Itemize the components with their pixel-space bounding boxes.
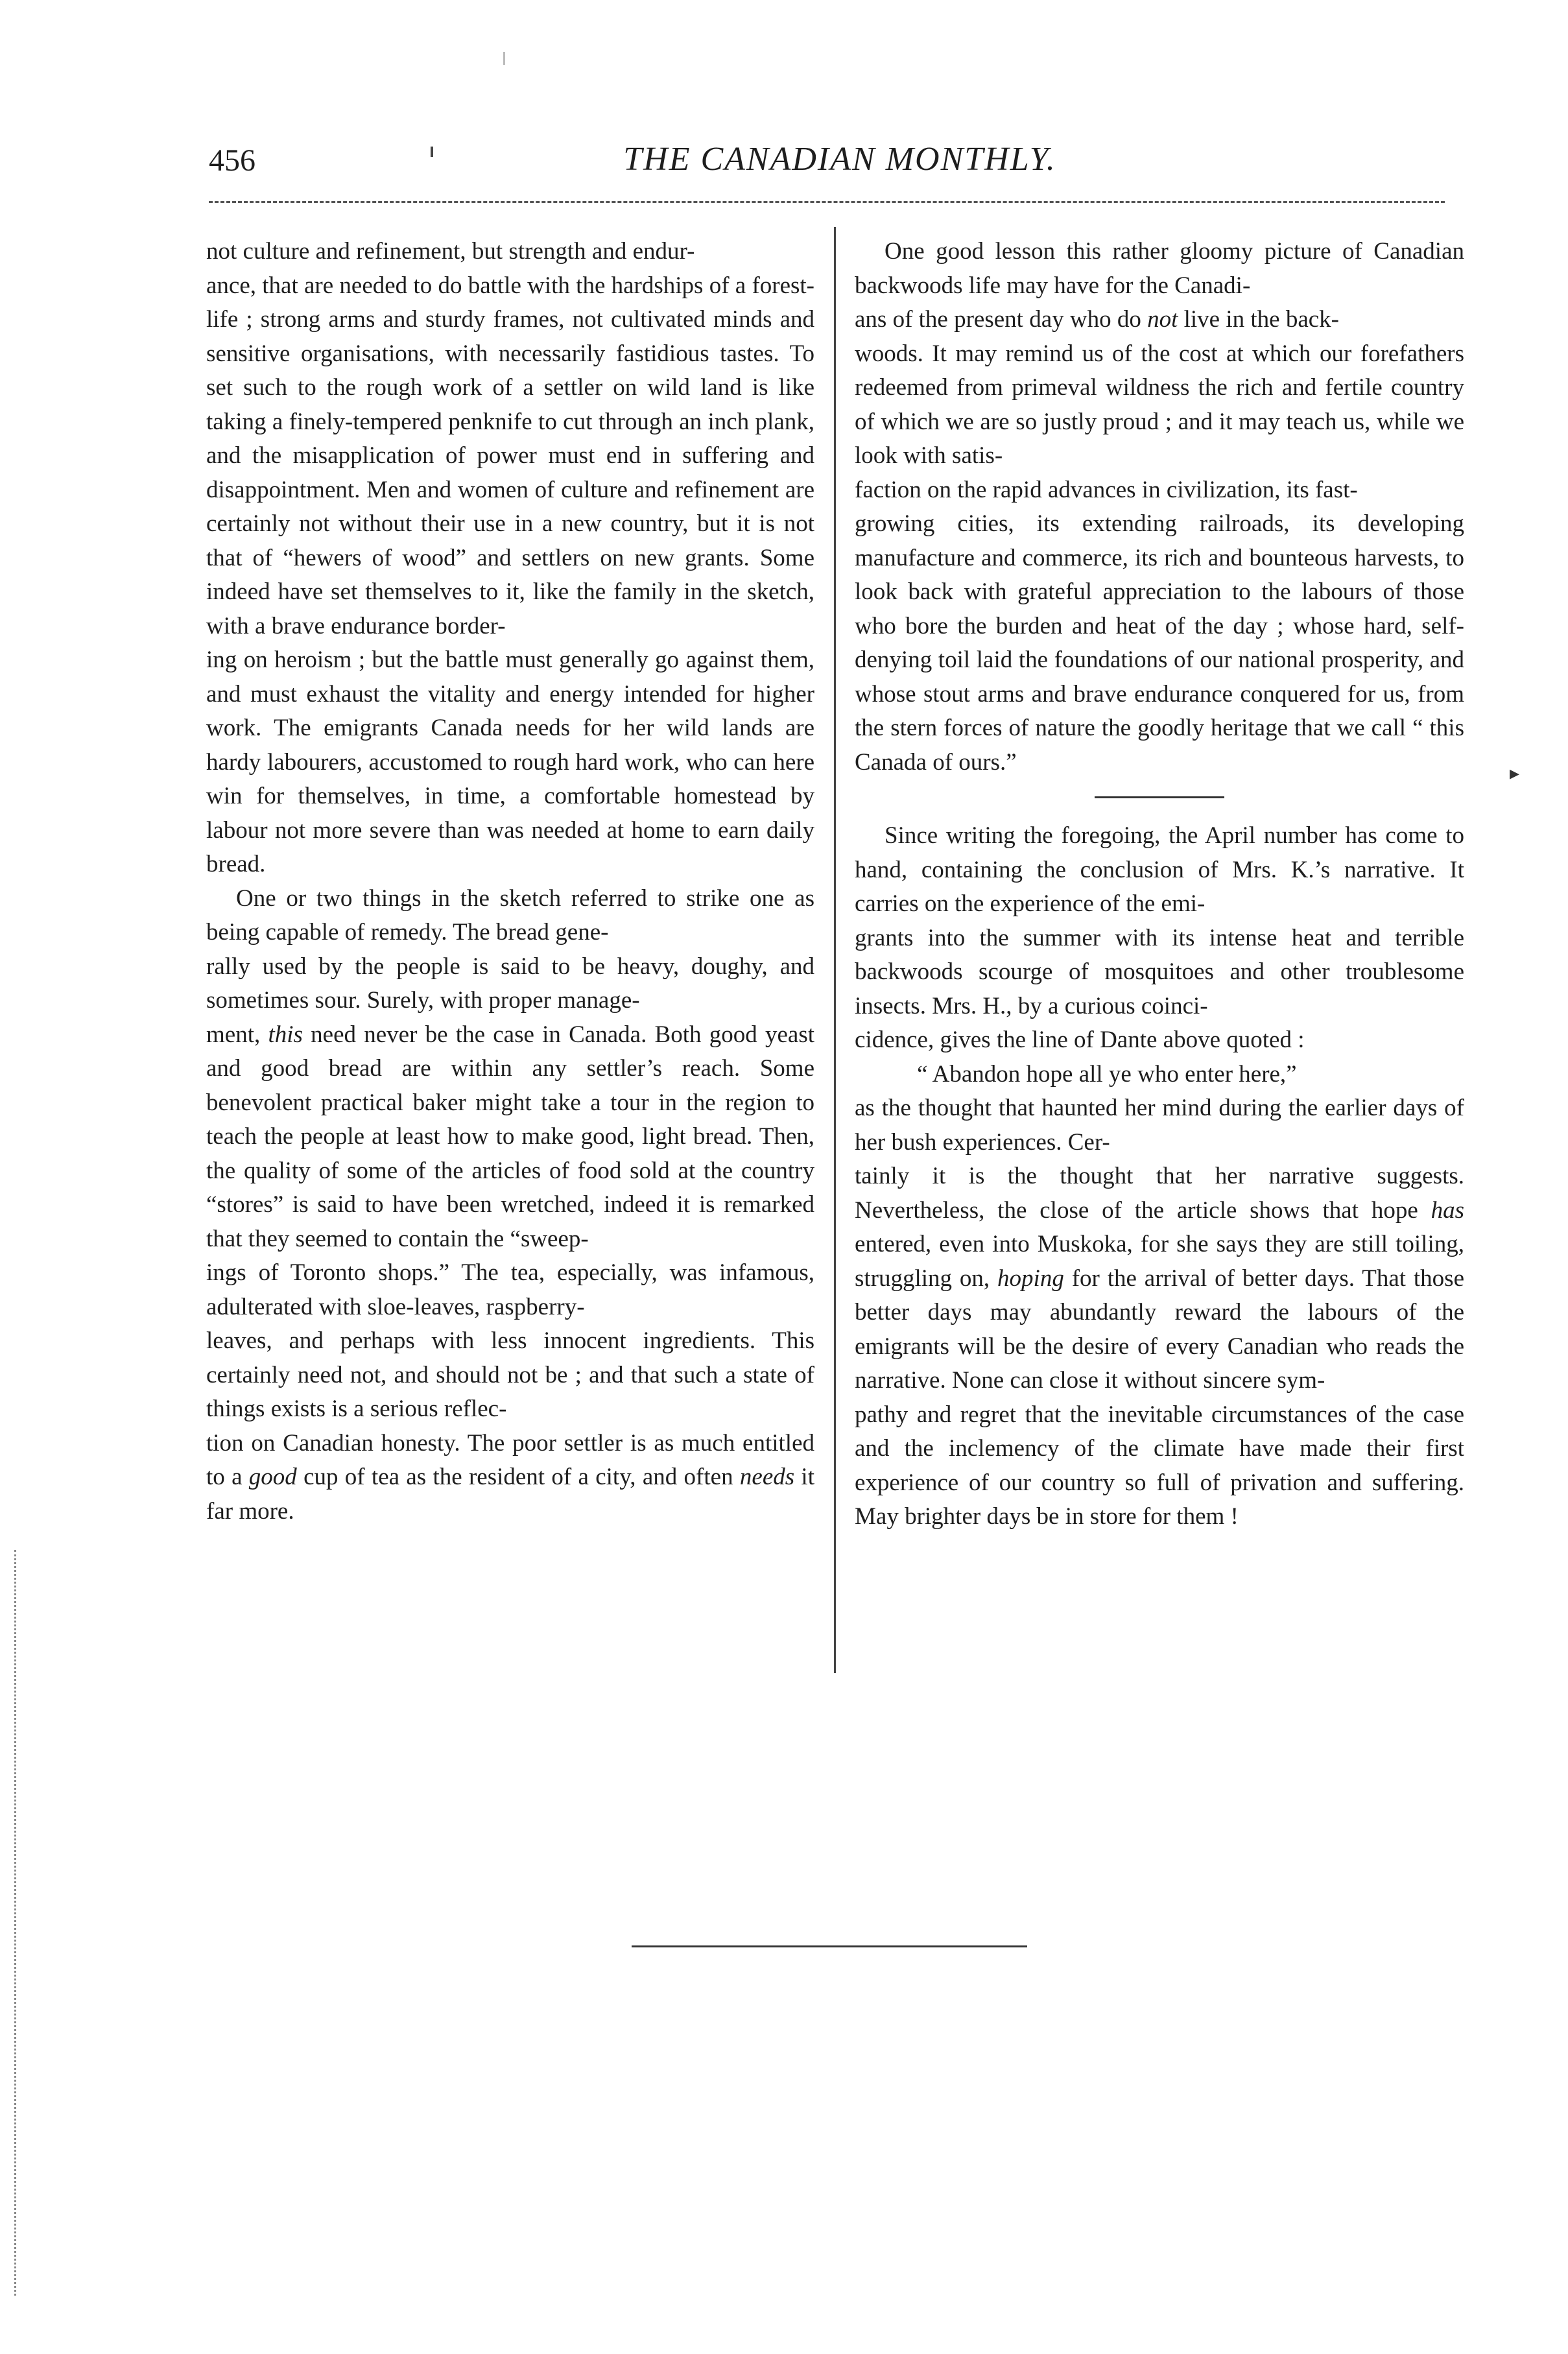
right-paragraph-1: One good lesson this rather gloomy picture of Canadian backwoods life may have for the Canadi- ans of the present day who do not live in the back- woods. It may remind us of the cost at which our forefathers redeemed from primeval wildness the rich and fertile country of which we are so justly proud ; and it may teach us, while we look with satis- faction on the rapid advances in civilization, its fast- growing cities, its extending railroads, its developing manufacture and commerce, its rich and bounteous harvests, to look back with grateful appreciation to the labours of those who bore the burden and heat of the day ; whose hard, self-denying toil laid the foundations of our national prosperity, and whose stout arms and brave endurance conquered for us, from the stern forces of nature the goodly heritage that we call “ this Canada of ours.” (855, 238, 1464, 776)
right-column (855, 235, 1464, 1534)
section-divider (1095, 796, 1224, 798)
running-head: THE CANADIAN MONTHLY. (623, 141, 1056, 178)
stray-mark (431, 147, 433, 157)
page-number: 456 (209, 143, 255, 178)
left-paragraph-1: not culture and refinement, but strength and endur- ance, that are needed to do battle with the hardships of a forest-life ; strong arms and sturdy frames, not cultivated minds and sensitive organisations, with necessarily fastidious tastes. To set such to the rough work of a settler on wild land is like taking a finely-tempered penknife to cut through an inch plank, and the misapplication of power must end in suffering and disappointment. Men and women of culture and refinement are certainly not without their use in a new country, but it is not that of “hewers of wood” and settlers on new grants. Some indeed have set themselves to it, like the family in the sketch, with a brave endurance border- ing on heroism ; but the battle must generally go against them, and must exhaust the vitality and energy intended for higher work. The emigrants Canada needs for her wild lands are hardy labourers, accustomed to rough hard work, who can here win for themselves, in time, a comfortable homestead by labour not more severe than was needed at home to earn daily bread. (206, 238, 815, 877)
right-paragraph-3: as the thought that haunted her mind during the earlier days of her bush experiences. Cer- tainly it is the thought that her narrative suggests. Nevertheless, the close of the article shows that hope has entered, even into Muskoka, for she says they are still toiling, struggling on, hoping for the arrival of better days. That those better days may abundantly reward the labours of the emigrants will be the desire of every Canadian who reads the narrative. None can close it without sincere sym- pathy and regret that the inevitable circumstances of the case and the inclemency of the climate have made their first experience of our country so full of privation and suffering. May brighter days be in store for them ! (855, 1095, 1464, 1530)
left-column (206, 235, 814, 1528)
header-rule (209, 201, 1445, 203)
binding-edge-marks (14, 1550, 29, 2296)
dante-quote: “ Abandon hope all ye who enter here,” (917, 1060, 1297, 1088)
margin-arrow-icon: ▸ (1510, 763, 1520, 784)
left-paragraph-2: One or two things in the sketch referred to strike one as being capable of remedy. The bread gene- rally used by the people is said to be heavy, doughy, and sometimes sour. Surely, with proper manage- ment, this need never be the case in Canada. Both good yeast and good bread are within any settler’s reach. Some benevolent practical baker might take a tour in the region to teach the people at least how to make good, light bread. Then, the quality of some of the articles of food sold at the country “stores” is said to have been wretched, indeed it is remarked that they seemed to contain the “sweep- ings of Toronto shops.” The tea, especially, was infamous, adulterated with sloe-leaves, raspberry- leaves, and perhaps with less innocent ingredients. This certainly need not, and should not be ; and that such a state of things exists is a serious reflec- tion on Canadian honesty. The poor settler is as much entitled to a good cup of tea as the resident of a city, and often needs it far more. (206, 885, 814, 1525)
scan-mark (503, 52, 505, 65)
right-paragraph-2: Since writing the foregoing, the April number has come to hand, containing the conclusion of Mrs. K.’s narrative. It carries on the experience of the emi- grants into the summer with its intense heat and terrible backwoods scourge of mosquitoes and other troublesome insects. Mrs. H., by a curious coinci- cidence, gives the line of Dante above quoted : (855, 822, 1464, 1053)
column-divider (834, 227, 836, 1673)
end-rule (632, 1945, 1027, 1947)
